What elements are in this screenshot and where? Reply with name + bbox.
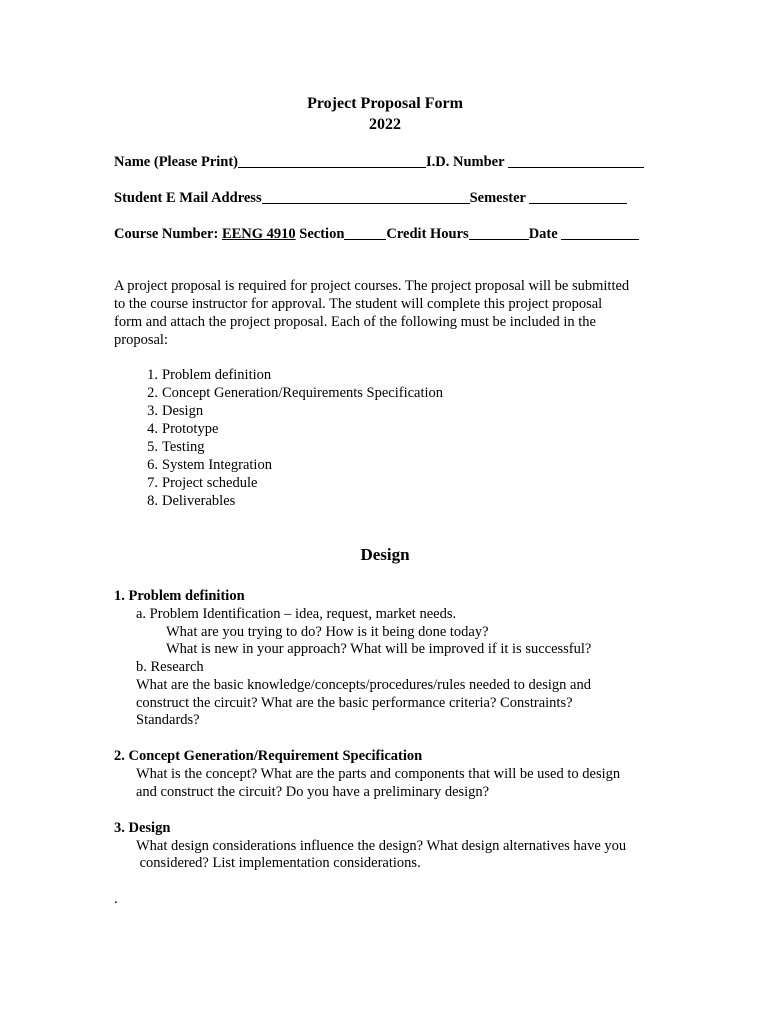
email-field[interactable] [262,190,470,204]
section-2-line-2: and construct the circuit? Do you have a preliminary design? [136,784,490,800]
semester-label: Semester [469,190,526,206]
semester-field[interactable] [529,190,627,204]
section-1b-line-2: construct the circuit? What are the basic performance criteria? Constraints? [136,695,573,711]
design-heading: Design [360,545,410,564]
course-label: Course Number: [114,226,219,242]
date-label: Date [528,226,558,242]
list-item: 2. Concept Generation/Requirements Specification [147,385,444,401]
section-1a: a. Problem Identification – idea, request, market needs. [136,606,457,622]
name-field[interactable] [238,154,426,168]
id-label: I.D. Number [426,154,505,170]
section-3-title: 3. Design [114,820,171,836]
section-3-line-1: What design considerations influence the design? What design alternatives have you [136,838,627,854]
credit-hours-label: Credit Hours [386,226,469,242]
list-item: 4. Prototype [147,421,219,437]
section-1b-line-3: Standards? [136,712,200,728]
list-item: 8. Deliverables [147,493,236,509]
email-semester-row [114,189,627,207]
list-item: 3. Design [147,403,204,419]
name-label: Name (Please Print) [114,154,239,170]
section-2-line-1: What is the concept? What are the parts and components that will be used to design [136,766,621,782]
date-field[interactable] [561,226,639,240]
trailing-period: . [114,891,118,907]
intro-line-3: form and attach the project proposal. Each of the following must be included in the [114,314,596,330]
section-label: Section [299,226,345,242]
list-item: 5. Testing [147,439,205,455]
credit-hours-field[interactable] [469,226,529,240]
section-3-line-2: considered? List implementation considerations. [136,855,421,871]
requirements-list [114,366,443,510]
course-number: EENG 4910 [221,226,296,242]
name-id-row [114,153,644,171]
section-2-title: 2. Concept Generation/Requirement Specification [114,748,423,764]
form-title: Project Proposal Form [307,95,463,112]
intro-line-1: A project proposal is required for project courses. The project proposal will be submitted [114,278,630,294]
section-1b-line-1: What are the basic knowledge/concepts/procedures/rules needed to design and [136,677,591,693]
course-row [114,225,639,243]
section-1-title: 1. Problem definition [114,588,245,604]
list-item: 6. System Integration [147,457,272,473]
section-1a-question-1: What are you trying to do? How is it being done today? [166,624,489,640]
form-year: 2022 [369,116,401,133]
email-label: Student E Mail Address [114,190,262,206]
section-1b: b. Research [136,659,204,675]
id-field[interactable] [508,154,644,168]
list-item: 7. Project schedule [147,475,258,491]
intro-line-4: proposal: [114,332,168,348]
section-field[interactable] [344,226,386,240]
section-1a-question-2: What is new in your approach? What will be improved if it is successful? [166,641,592,657]
list-item: 1. Problem definition [147,367,272,383]
intro-line-2: to the course instructor for approval. The student will complete this project proposal [114,296,603,312]
